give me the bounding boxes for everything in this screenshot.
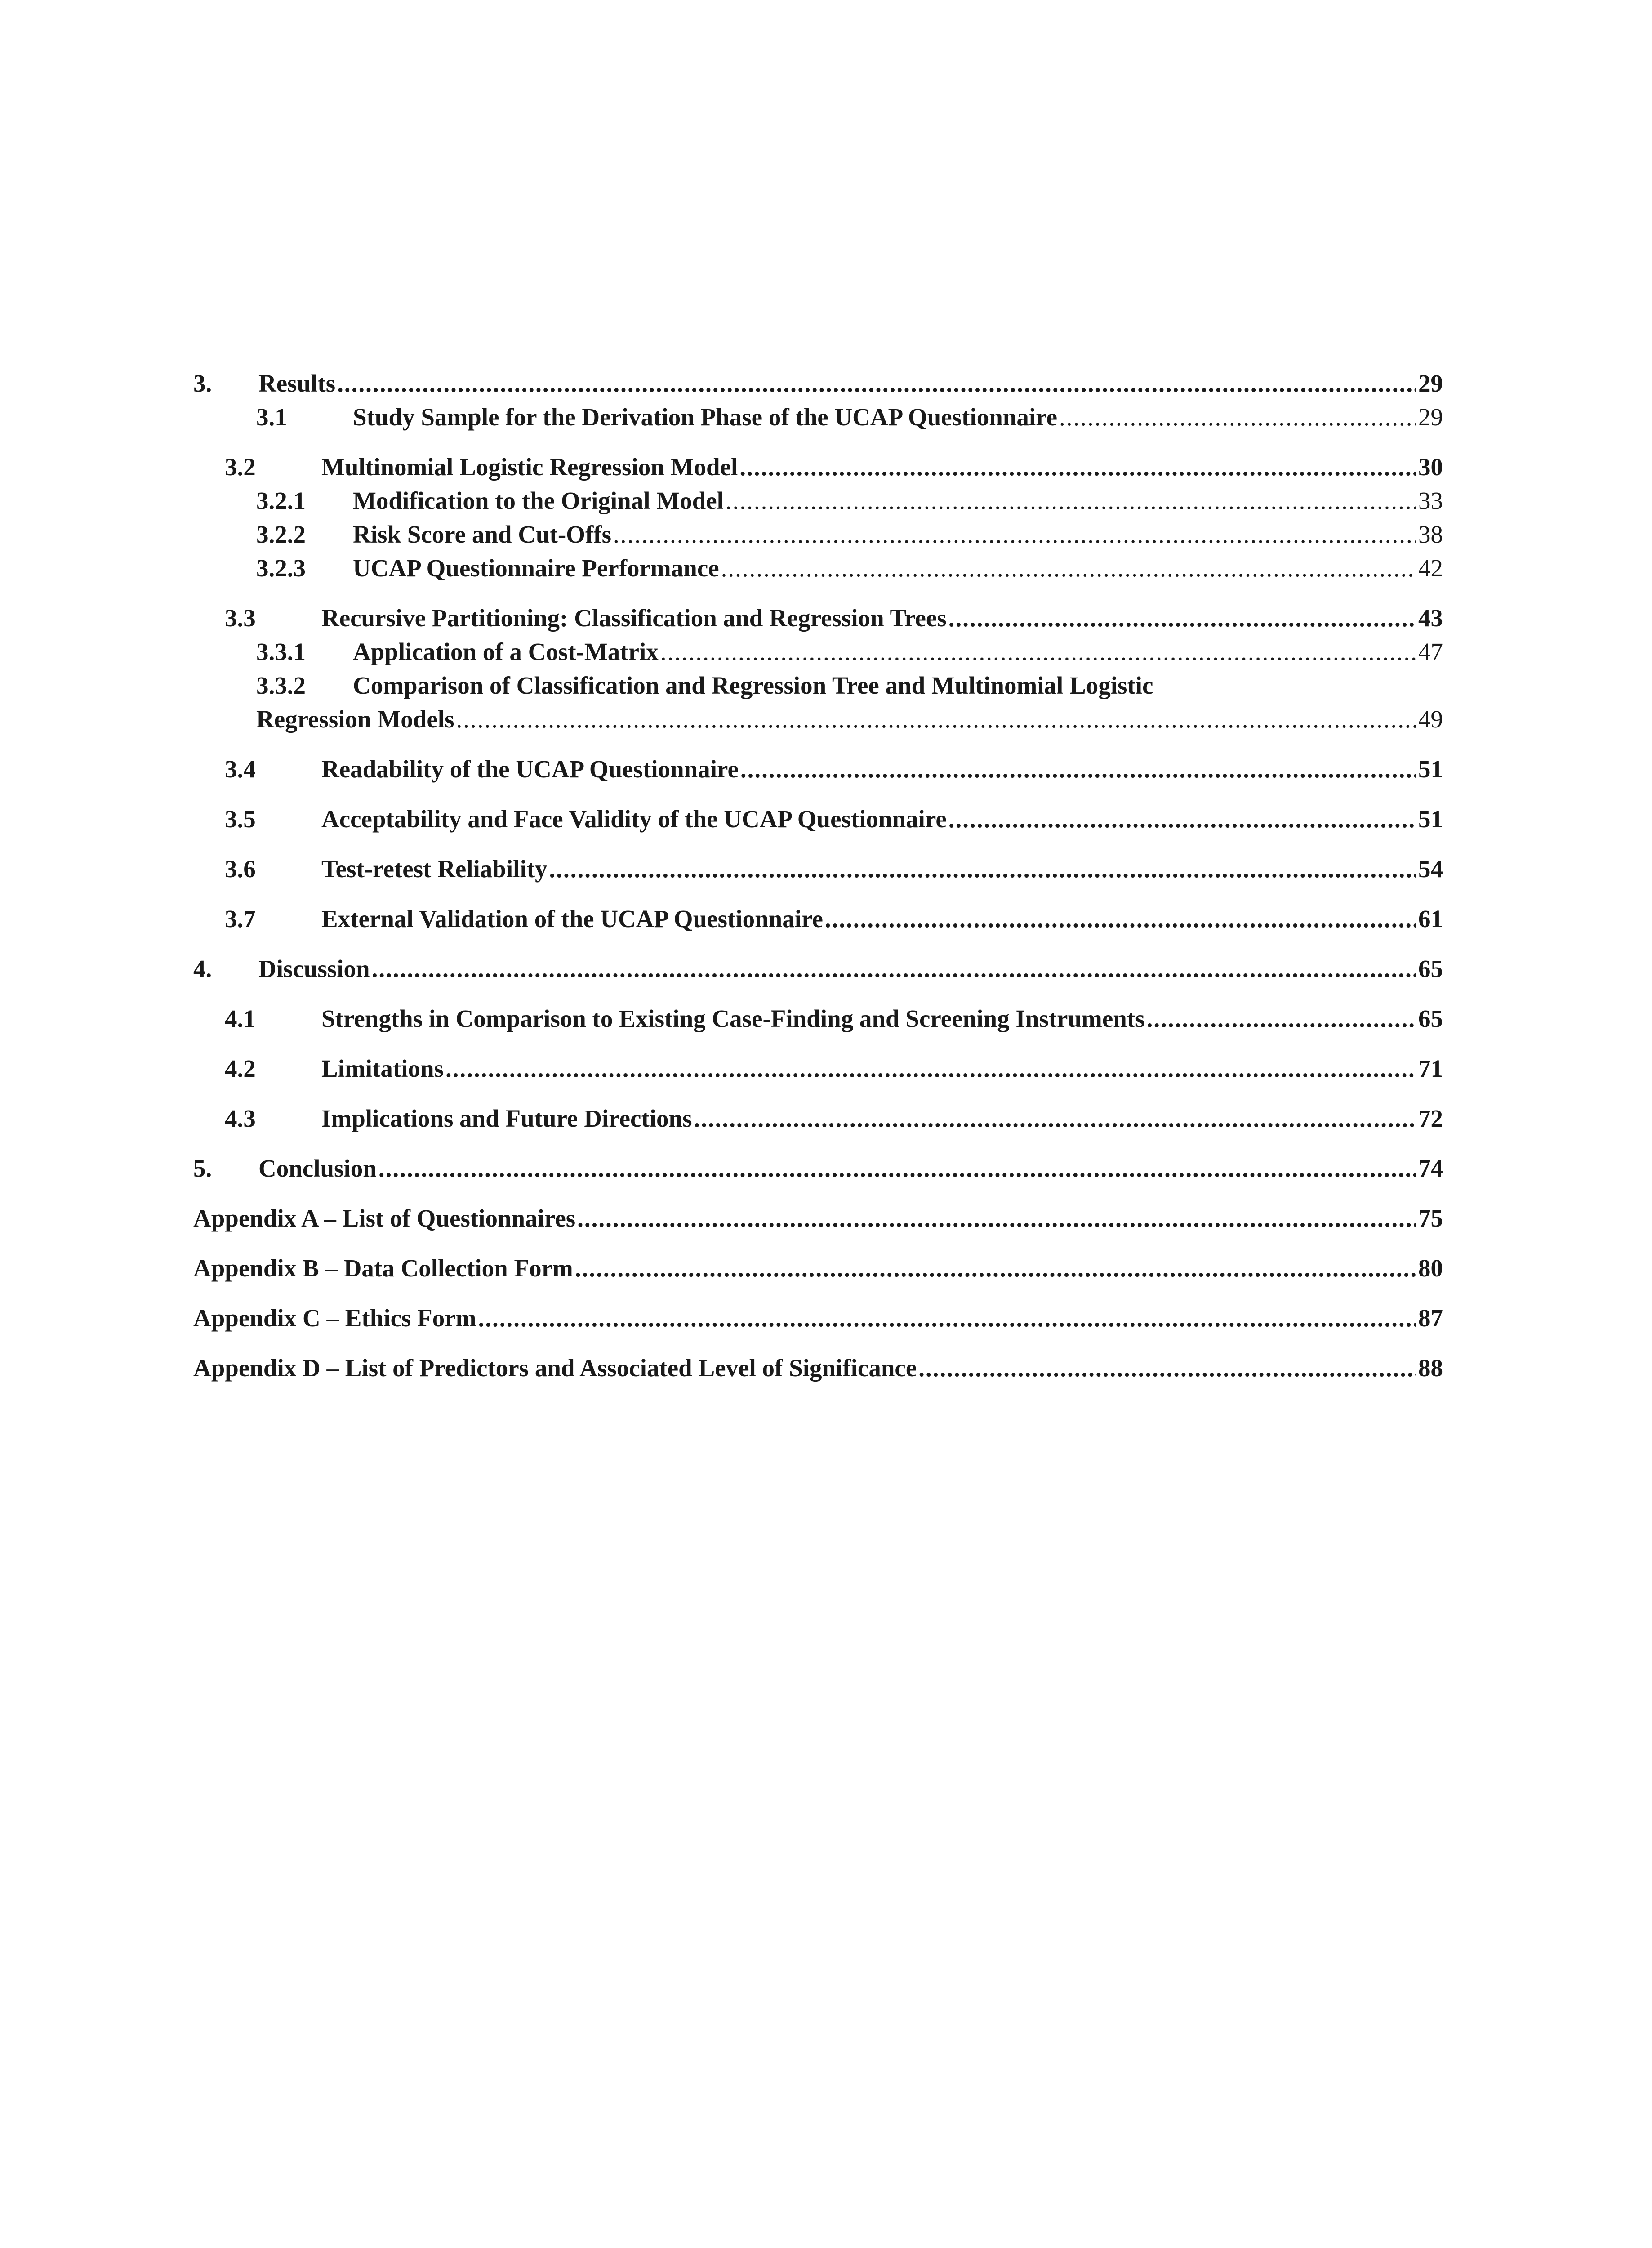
- toc-title: Appendix B – Data Collection Form: [193, 1254, 573, 1282]
- toc-entry-3-2: [193, 450, 1443, 484]
- toc-number: 3.3.2: [256, 672, 306, 699]
- toc-page-number: 71: [1418, 1055, 1443, 1082]
- dot-leader: [726, 484, 1416, 517]
- toc-number: 3.2.3: [256, 554, 306, 582]
- toc-entry-3-7: [193, 902, 1443, 936]
- toc-title-continued: Regression Models: [256, 705, 454, 733]
- toc-number: 3.6: [225, 855, 256, 883]
- toc-title: Study Sample for the Derivation Phase of the UCAP Questionnaire: [353, 403, 1057, 431]
- toc-title: Application of a Cost-Matrix: [353, 638, 659, 665]
- toc-page-number: 49: [1418, 705, 1443, 733]
- toc-entry-conclusion: [193, 1151, 1443, 1185]
- toc-entry-3-2-3: [193, 551, 1443, 585]
- toc-title: Test-retest Reliability: [321, 855, 548, 883]
- toc-number: 3.4: [225, 755, 256, 783]
- toc-number: 5.: [193, 1155, 212, 1182]
- dot-leader: [575, 1251, 1416, 1285]
- toc-title: Results: [258, 370, 336, 397]
- dot-leader: [825, 902, 1416, 936]
- toc-entry-3-2-1: [193, 484, 1443, 517]
- toc-page-number: 42: [1418, 554, 1443, 582]
- dot-leader: [1059, 400, 1416, 434]
- toc-title: Modification to the Original Model: [353, 487, 724, 514]
- toc-number: 3.2.1: [256, 487, 306, 514]
- dot-leader: [739, 450, 1416, 484]
- toc-title: Conclusion: [258, 1155, 377, 1182]
- dot-leader: [948, 601, 1416, 635]
- dot-leader: [549, 852, 1416, 886]
- toc-entry-results: [193, 366, 1443, 400]
- toc-title: Risk Score and Cut-Offs: [353, 521, 612, 548]
- dot-leader: [337, 366, 1416, 400]
- toc-entry-3-6: [193, 852, 1443, 886]
- toc-page-number: 51: [1418, 755, 1443, 783]
- toc-number: 3.5: [225, 805, 256, 833]
- toc-number: 4.3: [225, 1105, 256, 1132]
- dot-leader: [372, 952, 1416, 986]
- toc-page-number: 72: [1418, 1105, 1443, 1132]
- toc-title: Strengths in Comparison to Existing Case-Finding and Screening Instruments: [321, 1005, 1145, 1032]
- toc-entry-3-3-1: [193, 635, 1443, 669]
- toc-entry-3-4: [193, 752, 1443, 786]
- toc-title: Appendix D – List of Predictors and Associated Level of Significance: [193, 1354, 917, 1382]
- toc-number: 3.2.2: [256, 521, 306, 548]
- toc-page-number: 74: [1418, 1155, 1443, 1182]
- dot-leader: [445, 1052, 1416, 1085]
- toc-page-number: 54: [1418, 855, 1443, 883]
- toc-entry-3-3-2-continued: [193, 702, 1443, 736]
- toc-page-number: 65: [1418, 955, 1443, 982]
- dot-leader: [721, 551, 1416, 585]
- dot-leader: [1147, 1002, 1416, 1035]
- toc-number: 3.3.1: [256, 638, 306, 665]
- toc-title: Recursive Partitioning: Classification and Regression Trees: [321, 604, 947, 632]
- toc-title: Readability of the UCAP Questionnaire: [321, 755, 739, 783]
- toc-page-number: 47: [1418, 638, 1443, 665]
- toc-number: 4.1: [225, 1005, 256, 1032]
- toc-entry-4-3: [193, 1102, 1443, 1135]
- toc-page-number: 65: [1418, 1005, 1443, 1032]
- toc-page-number: 80: [1418, 1254, 1443, 1282]
- toc-number: 3.2: [225, 453, 256, 481]
- dot-leader: [478, 1301, 1417, 1335]
- toc-entry-3-2-2: [193, 517, 1443, 551]
- dot-leader: [577, 1201, 1416, 1235]
- toc-title: Appendix A – List of Questionnaires: [193, 1204, 576, 1232]
- dot-leader: [613, 517, 1416, 551]
- toc-entry-3-1: [193, 400, 1443, 434]
- toc-page-number: 38: [1418, 521, 1443, 548]
- dot-leader: [694, 1102, 1416, 1135]
- toc-page-number: 75: [1418, 1204, 1443, 1232]
- toc-entry-3-3: [193, 601, 1443, 635]
- dot-leader: [948, 802, 1416, 836]
- dot-leader: [740, 752, 1416, 786]
- toc-number: 3.7: [225, 905, 256, 932]
- toc-number: 4.2: [225, 1055, 256, 1082]
- toc-title: Limitations: [321, 1055, 444, 1082]
- toc-page-number: 29: [1418, 403, 1443, 431]
- dot-leader: [456, 702, 1416, 736]
- toc-title: Discussion: [258, 955, 370, 982]
- dot-leader: [378, 1151, 1416, 1185]
- toc-entry-appendix-d: [193, 1351, 1443, 1385]
- toc-number: 3.1: [256, 403, 287, 431]
- toc-entry-3-5: [193, 802, 1443, 836]
- toc-entry-discussion: [193, 952, 1443, 986]
- toc-number: 3.3: [225, 604, 256, 632]
- dot-leader: [918, 1351, 1416, 1385]
- toc-title: Acceptability and Face Validity of the UCAP Questionnaire: [321, 805, 947, 833]
- toc-entry-appendix-a: [193, 1201, 1443, 1235]
- toc-page-number: 30: [1418, 453, 1443, 481]
- toc-title: External Validation of the UCAP Questionnaire: [321, 905, 823, 932]
- toc-entry-3-3-2: [193, 669, 1443, 702]
- toc-number: 4.: [193, 955, 212, 982]
- toc-title: Multinomial Logistic Regression Model: [321, 453, 738, 481]
- toc-title: UCAP Questionnaire Performance: [353, 554, 719, 582]
- dot-leader: [660, 635, 1416, 669]
- toc-page-number: 33: [1418, 487, 1443, 514]
- toc-number: 3.: [193, 370, 212, 397]
- toc-page-number: 61: [1418, 905, 1443, 932]
- toc-title: Implications and Future Directions: [321, 1105, 692, 1132]
- toc-page-number: 43: [1418, 604, 1443, 632]
- toc-page-number: 29: [1418, 370, 1443, 397]
- toc-entry-4-1: [193, 1002, 1443, 1035]
- toc-entry-appendix-c: [193, 1301, 1443, 1335]
- toc-entry-4-2: [193, 1052, 1443, 1085]
- toc-page-number: 88: [1418, 1354, 1443, 1382]
- toc-entry-appendix-b: [193, 1251, 1443, 1285]
- toc-page-number: 87: [1418, 1304, 1443, 1332]
- table-of-contents: [193, 366, 1443, 1385]
- toc-title: Appendix C – Ethics Form: [193, 1304, 476, 1332]
- toc-page-number: 51: [1418, 805, 1443, 833]
- toc-title: Comparison of Classification and Regression Tree and Multinomial Logistic: [353, 672, 1153, 699]
